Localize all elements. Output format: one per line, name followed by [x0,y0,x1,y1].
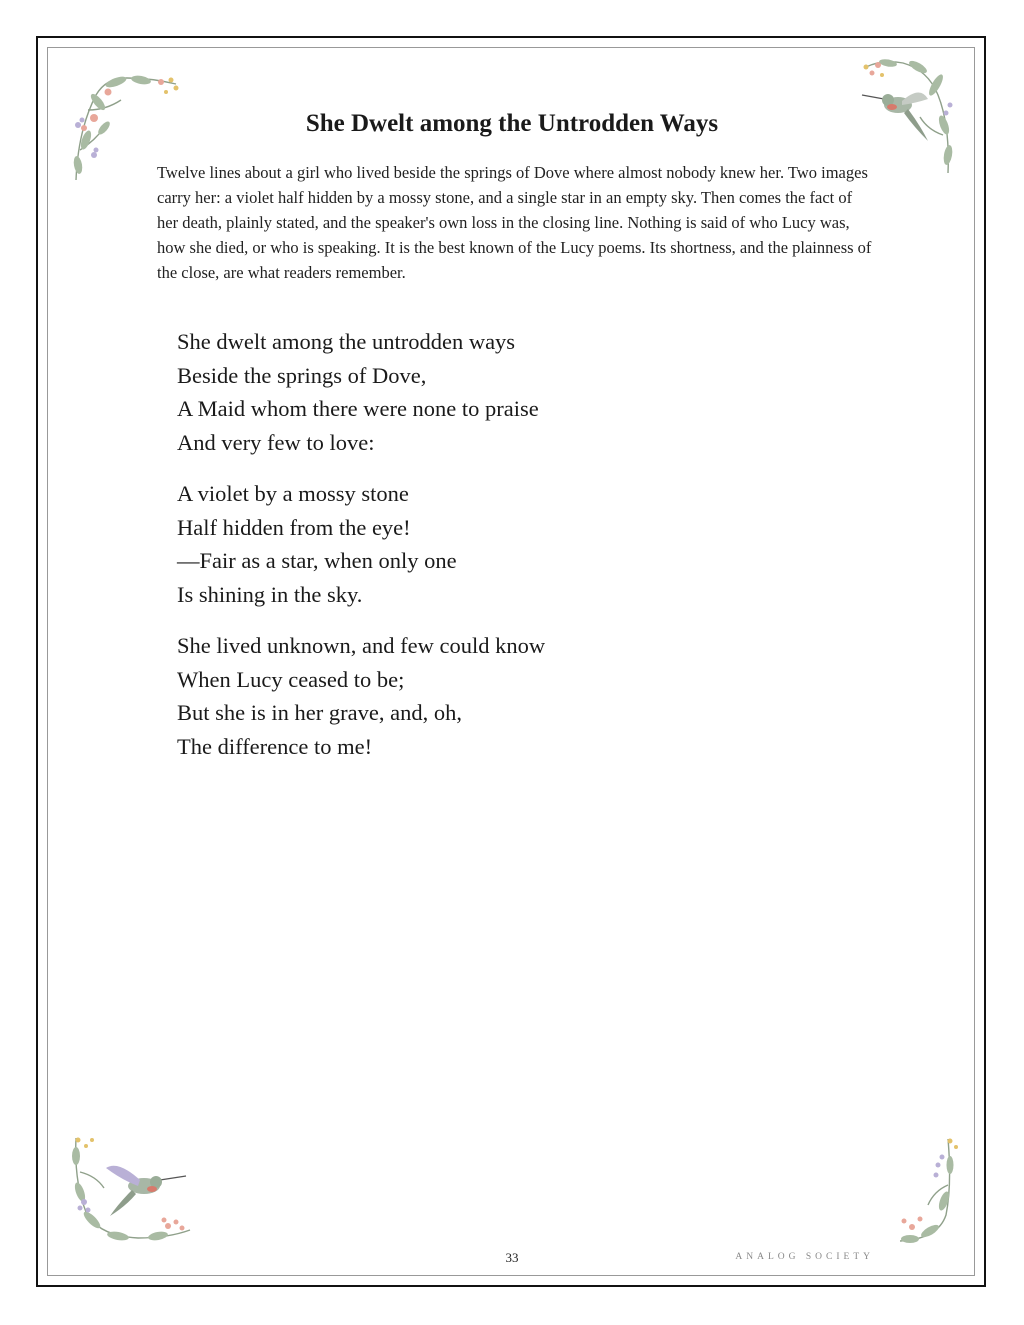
page-number: 33 [505,1250,519,1265]
poem-body [177,325,777,781]
poem-line: When Lucy ceased to be; [177,666,405,692]
poem-line: She dwelt among the untrodden ways [177,329,516,354]
stanza-1 [177,325,777,459]
poem-line: Beside the springs of Dove, [177,362,427,388]
poem-title: She Dwelt among the Untrodden Ways [305,110,719,137]
intro-paragraph: Twelve lines about a girl who lived beside the springs of Dove where almost nobody knew her. Two images carry her: a violet half hidden by a mossy stone, and a single star in an empty sky. Then comes the fact of her death, plainly stated, and the speaker's own loss in the closing line. Nothing is said of who Lucy was, how she died, or who is speaking. It is the best known of the Lucy poems. Its shortness, and the plainness of the close, are what readers remember. [157,163,872,282]
floral-corner-icon [890,1135,960,1245]
brand-wordmark: ANALOG SOCIETY [735,1252,874,1262]
poem-line: A Maid whom there were none to praise [177,396,539,421]
stanza-2 [177,477,777,611]
poem-line: —Fair as a star, when only one [177,548,457,573]
stanza-3 [177,629,777,763]
hummingbird-floral-icon [68,1132,193,1244]
poem-line: A violet by a mossy stone [177,481,409,506]
poem-line: Half hidden from the eye! [177,514,411,540]
poem-line: Is shining in the sky. [177,581,363,607]
poem-line: But she is in her grave, and, oh, [177,700,462,725]
poem-line: She lived unknown, and few could know [177,633,546,658]
poem-line: And very few to love: [177,429,375,455]
poem-line: The difference to me! [177,733,373,759]
